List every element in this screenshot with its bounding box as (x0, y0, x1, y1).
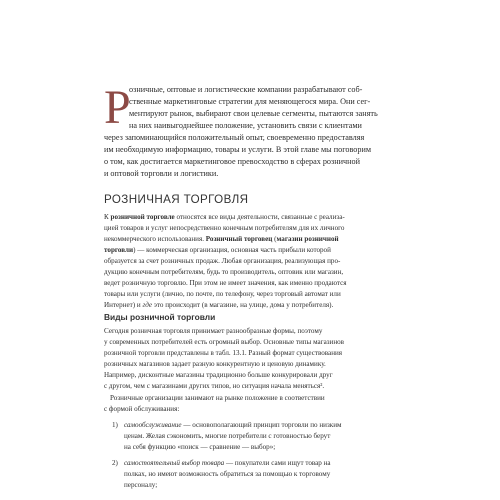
paragraph-line: Сегодня розничная торговля принимает разнообразные формы, поэтому (104, 327, 323, 335)
term-bold: розничной торговле (110, 213, 175, 221)
term-italic: самостоятельный выбор товара (124, 459, 225, 467)
subsection-title: Виды розничной торговли (104, 312, 216, 322)
paragraph-line (104, 212, 345, 223)
paragraph-line: дукцию конечным потребителям, будь то производитель, оптовик или магазин, (104, 268, 344, 276)
list-item-line (124, 420, 342, 431)
paragraph-line: у современных потребителей есть огромный выбор. Основные типы магазинов (104, 338, 345, 346)
text: Интернет) и (104, 301, 143, 309)
paragraph-line: Розничные организации занимают на рынке положение в соответствии (110, 394, 325, 402)
list-item-number: 1) (112, 421, 118, 429)
paragraph-line (104, 234, 339, 245)
list-item-number: 2) (112, 459, 118, 467)
term-bold: Розничный торговец (205, 235, 273, 243)
paragraph-line (104, 300, 333, 311)
list-item-line: ценам. Желая сэкономить, многие потребители с готовностью берут (124, 432, 331, 440)
intro-line: им необходимую информацию, товары и услуги. В этой главе мы поговорим (104, 145, 372, 154)
text: ) — коммерческая организация, основная часть прибыли которой (133, 246, 331, 254)
paragraph-line: товары или услуги (лично, по почте, по телефону, через торговый автомат или (104, 290, 341, 298)
list-item-line: персоналу; (124, 481, 158, 489)
text: ( (272, 235, 277, 243)
intro-line: через запоминающийся положительный опыт, своевременно предоставляя (104, 133, 365, 142)
drop-cap: Р (104, 81, 131, 134)
list-item-line: полках, но имеют возможность обратиться за помощью к торговому (124, 470, 331, 478)
intro-line: о том, как достигается маркетинговое превосходство в сферах розничной (104, 157, 361, 166)
text: К (104, 213, 111, 221)
text: — покупатели сами ищут товар на (224, 459, 331, 467)
paragraph-line: цией товаров и услуг непосредственно конечным потребителям для их личного (104, 224, 345, 232)
text: — основополагающий принцип торговли по низким (181, 421, 342, 429)
intro-line: ственные маркетинговые стратегии для меняющегося мира. Они сег- (129, 97, 371, 106)
intro-line: и оптовой торговли и логистики. (104, 169, 219, 178)
list-item-line: на себя функцию «поиск — сравнение — выбор»; (124, 443, 276, 451)
paragraph-line: с другом, чем с магазинами других типов, но ситуация начала меняться². (104, 382, 325, 390)
paragraph-line: ведет розничную торговлю. При этом не имеет значения, как именно продаются (104, 279, 347, 287)
paragraph-line: розничных магазинов задает разную конкурентную и ценовую динамику. (104, 360, 326, 368)
paragraph-line (104, 245, 331, 256)
intro-line: на них наивыгоднейшее положение, установить связи с клиентами (129, 121, 362, 130)
paragraph-line: с формой обслуживания: (104, 405, 180, 413)
paragraph-line: розничной торговли представлены в табл. 13.1. Разный формат существования (104, 349, 343, 357)
term-bold: торговли (104, 246, 134, 254)
paragraph-line: Например, дисконтные магазины традиционно больше конкурировали друг (104, 371, 333, 379)
text: некоммерческого использования. (104, 235, 206, 243)
intro-line: ментируют рынок, выбирают свои целевые сегменты, пытаются занять (129, 109, 378, 118)
text: относятся все виды деятельности, связанные с реализа- (174, 213, 345, 221)
text: это происходит (в магазине, на улице, дома у потребителя). (152, 301, 334, 309)
section-title: РОЗНИЧНАЯ ТОРГОВЛЯ (104, 193, 249, 206)
list-item-line (124, 458, 331, 469)
intro-line: озничные, оптовые и логистические компании разрабатывают соб- (129, 85, 363, 94)
term-italic: самообслуживание (124, 421, 182, 429)
paragraph-line: образуется за счет розничных продаж. Любая организация, реализующая про- (104, 257, 341, 265)
term-bold: магазин розничной (276, 235, 339, 243)
term-italic: где (142, 301, 153, 309)
